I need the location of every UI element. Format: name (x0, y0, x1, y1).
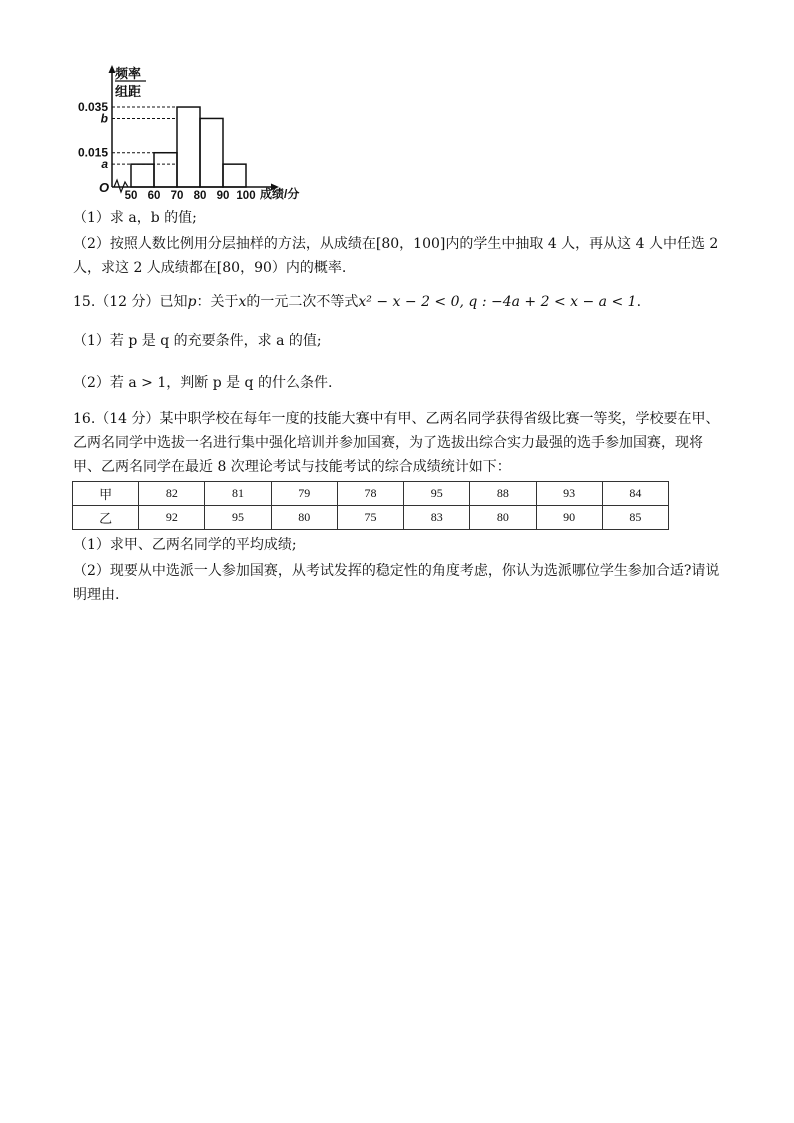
table-cell: 81 (205, 482, 271, 506)
table-cell: 95 (404, 482, 470, 506)
x-tick-label: 100 (236, 190, 256, 202)
table-cell: 95 (205, 506, 271, 530)
q15-part1: （1）若 p 是 q 的充要条件，求 a 的值; (73, 333, 322, 349)
x-axis-label: 成绩/分 (260, 187, 300, 201)
q16-part2-line1: （2）现要从中选派一人参加国赛，从考试发挥的稳定性的角度考虑，你认为选派哪位学生参加合适?请说 (73, 563, 720, 579)
q16-line1: 16.（14 分）某中职学校在每年一度的技能大赛中有甲、乙两名同学获得省级比赛一等奖，学校要在甲、 (73, 411, 720, 427)
histogram-bar (131, 164, 154, 187)
x-tick-label: 60 (147, 190, 161, 202)
q14-part2-line1: （2）按照人数比例用分层抽样的方法，从成绩在[80，100]内的学生中抽取 4 人，再从这 4 人中任选 2 (73, 236, 719, 252)
histogram-bar (223, 164, 246, 187)
q15-stem-mid: ：关于 (196, 294, 239, 310)
y-tick-label: 0.015 (77, 145, 108, 160)
table-cell: 84 (602, 482, 668, 506)
table-cell: 88 (470, 482, 536, 506)
table-cell: 90 (536, 506, 602, 530)
table-cell: 82 (139, 482, 205, 506)
q15-inequality: x² − x − 2 < 0, q : −4a + 2 < x − a < 1 (358, 294, 637, 310)
table-cell: 80 (271, 506, 337, 530)
scores-table (72, 481, 669, 530)
x-tick-label: 70 (170, 190, 184, 202)
table-cell: 85 (602, 506, 668, 530)
y-tick-label: a (101, 157, 108, 172)
origin-label: O (99, 180, 110, 195)
histogram-bar (154, 153, 177, 187)
table-row-yi (73, 506, 669, 530)
q15-p: p (187, 294, 197, 310)
table-row-jia (73, 482, 669, 506)
y-tick-label: 0.035 (77, 100, 108, 115)
q16-part1: （1）求甲、乙两名同学的平均成绩; (73, 537, 297, 553)
q15-stem-mid2: 的一元二次不等式 (246, 294, 359, 310)
histogram-figure (70, 58, 320, 208)
table-cell: 93 (536, 482, 602, 506)
q16-line2: 乙两名同学中选拔一名进行集中强化培训并参加国赛，为了选拔出综合实力最强的选手参加国赛，现将 (73, 435, 703, 451)
x-tick-label: 80 (193, 190, 207, 202)
q15-part2: （2）若 a > 1，判断 p 是 q 的什么条件. (73, 375, 333, 391)
y-tick-label: b (100, 111, 108, 126)
table-cell: 83 (404, 506, 470, 530)
y-axis-label-top: 频率 (115, 66, 142, 81)
q14-part2-line2: 人，求这 2 人成绩都在[80，90）内的概率. (73, 260, 347, 276)
q15-end: . (636, 294, 642, 310)
x-tick-label: 50 (124, 190, 138, 202)
y-axis-label-bottom: 组距 (115, 84, 142, 99)
q16-line3: 甲、乙两名同学在最近 8 次理论考试与技能考试的综合成绩统计如下： (73, 459, 511, 475)
q16-part2-line2: 明理由. (73, 587, 120, 603)
q15-stem-prefix: 15.（12 分）已知 (73, 294, 188, 310)
q15-x: x (238, 294, 247, 310)
histogram-bar (200, 118, 223, 187)
histogram-svg (70, 58, 320, 208)
histogram-bar (177, 107, 200, 187)
table-cell: 79 (271, 482, 337, 506)
table-cell: 92 (139, 506, 205, 530)
table-cell: 78 (337, 482, 403, 506)
table-cell: 80 (470, 506, 536, 530)
x-tick-label: 90 (216, 190, 230, 202)
row-name: 甲 (73, 482, 139, 506)
row-name: 乙 (73, 506, 139, 530)
q14-part1: （1）求 a，b 的值; (73, 210, 197, 226)
table-cell: 75 (337, 506, 403, 530)
q15-stem (73, 292, 641, 312)
